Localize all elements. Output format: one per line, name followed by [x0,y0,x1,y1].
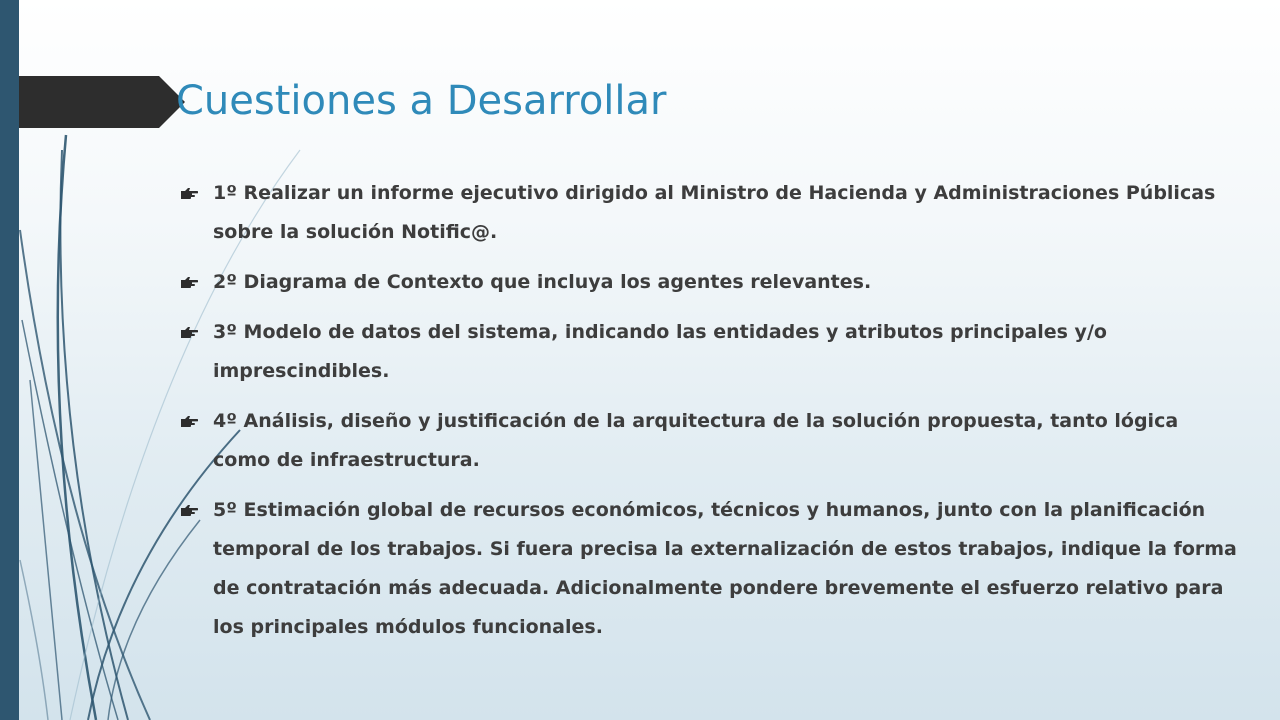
decorative-curve [20,230,150,720]
bullet-item [180,263,1240,302]
decorative-curve [20,560,48,720]
bullet-text: 4º Análisis, diseño y justificación de la arquitectura de la solución propuesta, tanto lógica como de infraestructura. [213,410,1179,471]
left-accent-band [0,0,19,720]
title-banner-arrow [19,76,185,128]
decorative-curve [22,320,118,720]
hand-pointing-right-icon [180,187,198,200]
bullet-text: 3º Modelo de datos del sistema, indicando las entidades y atributos principales y/o imprescindibles. [213,321,1107,382]
bullet-text: 1º Realizar un informe ejecutivo dirigido al Ministro de Hacienda y Administraciones Públicas sobre la solución Notific@. [213,182,1216,243]
hand-pointing-right-icon [180,276,198,289]
hand-pointing-right-icon [180,415,198,428]
hand-pointing-right-icon [180,504,198,517]
hand-pointing-right-icon [180,326,198,339]
bullet-item [180,313,1240,391]
bullet-list [180,174,1240,658]
bullet-item [180,402,1240,480]
bullet-item [180,491,1240,647]
decorative-curve [60,150,128,720]
bullet-item [180,174,1240,252]
decorative-curve [58,135,96,720]
bullet-text: 5º Estimación global de recursos económicos, técnicos y humanos, junto con la planificación temporal de los trabajos. Si fuera precisa la externalización de estos trabajos, indique la forma de contratación más adecuada. Adicionalmente pondere brevemente el esfuerzo relativo para los principales módulos funcionales. [213,499,1237,638]
bullet-text: 2º Diagrama de Contexto que incluya los agentes relevantes. [213,271,872,293]
slide-title: Cuestiones a Desarrollar [176,78,667,124]
decorative-curve [30,380,62,720]
